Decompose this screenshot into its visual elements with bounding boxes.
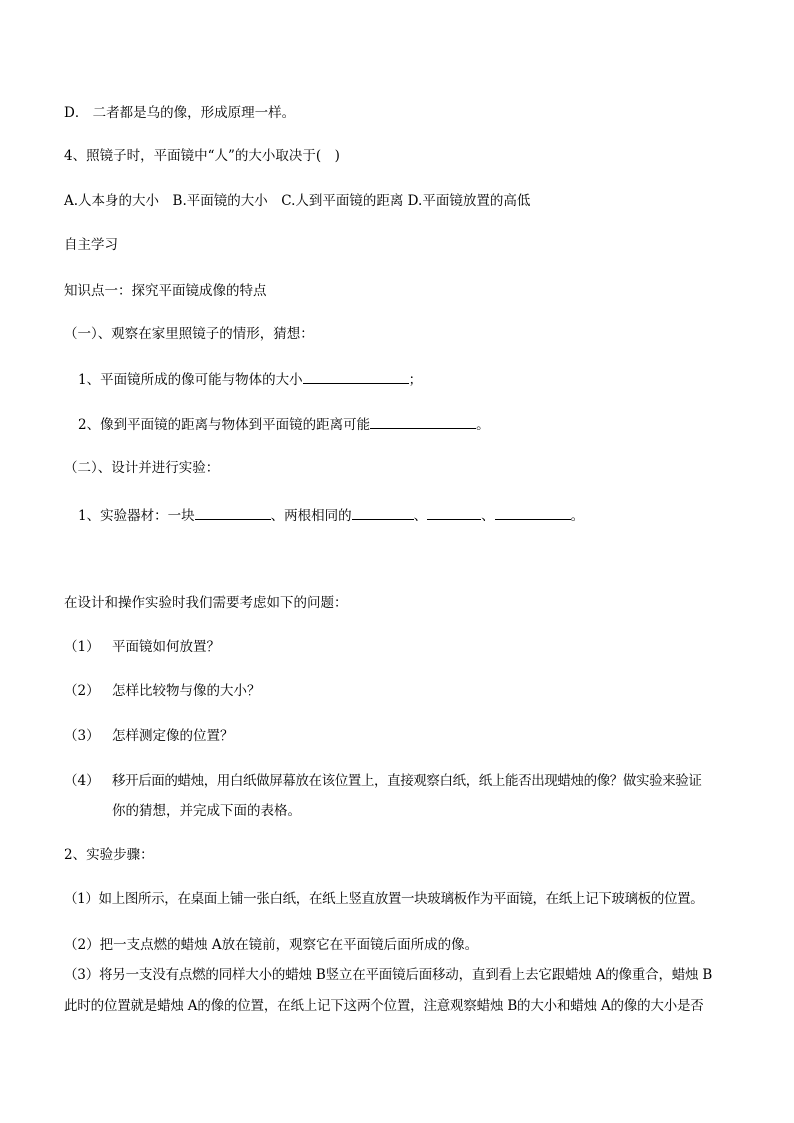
materials-text-b: 、两根相同的 [270,508,352,524]
answer-blank[interactable] [303,369,409,384]
question-number: （4） [64,773,100,789]
knowledge-point-title: 知识点一：探究平面镜成像的特点 [64,283,267,299]
materials-text-a: 1、实验器材：一块 [78,508,195,524]
question-number: （1） [64,639,100,655]
answer-blank[interactable] [195,505,271,520]
answer-blank[interactable] [352,505,414,520]
part1-item2-text: 2、像到平面镜的距离与物体到平面镜的距离可能 [78,417,371,433]
part1-item1 [78,369,422,389]
question-text-continued: 你的猜想，并完成下面的表格。 [112,803,301,819]
answer-blank[interactable] [370,414,476,429]
questions-intro: 在设计和操作实验时我们需要考虑如下的问题： [64,595,348,611]
part1-item2 [78,414,490,434]
step-3-continued: 此时的位置就是蜡烛 A的像的位置，在纸上记下这两个位置，注意观察蜡烛 B的大小和蜡烛 A的像的大小是否 [64,998,704,1014]
step-3: （3）将另一支没有点燃的同样大小的蜡烛 B竖立在平面镜后面移动，直到看上去它跟蜡烛 A的像重合，蜡烛 B [64,967,713,983]
question-4-options: A.人本身的大小 B.平面镜的大小 C.人到平面镜的距离 D.平面镜放置的高低 [64,193,531,209]
step-2: （2）把一支点燃的蜡烛 A放在镜前，观察它在平面镜后面所成的像。 [64,937,479,953]
question-text: 平面镜如何放置？ [112,639,220,655]
answer-blank[interactable] [427,505,481,520]
option-d: D． 二者都是乌的像，形成原理一样。 [64,105,296,121]
steps-title: 2、实验步骤： [64,847,154,863]
question-text: 移开后面的蜡烛，用白纸做屏幕放在该位置上，直接观察白纸，纸上能否出现蜡烛的像？做实验来验证 [112,773,702,789]
part1-item2-end: 。 [476,417,490,433]
materials-text-d: 、 [481,508,495,524]
section-title: 自主学习 [64,237,118,253]
question-4-stem: 4、照镜子时，平面镜中“人”的大小取决于( ) [64,148,340,164]
materials-text-c: 、 [413,508,428,524]
step-1: （1）如上图所示，在桌面上铺一张白纸，在纸上竖直放置一块玻璃板作为平面镜，在纸上记下玻璃板的位置。 [64,891,704,907]
part2-title: （二）、设计并进行实验： [64,460,220,476]
part1-title: （一）、观察在家里照镜子的情形，猜想： [64,326,314,342]
materials-line [78,505,584,525]
answer-blank[interactable] [495,505,571,520]
question-number: （2） [64,683,100,699]
question-text: 怎样比较物与像的大小？ [112,683,261,699]
part1-item1-end: ； [408,372,423,388]
part1-item1-text: 1、平面镜所成的像可能与物体的大小 [78,372,303,388]
question-text: 怎样测定像的位置？ [112,728,234,744]
materials-text-e: 。 [570,508,585,524]
question-number: （3） [64,728,100,744]
